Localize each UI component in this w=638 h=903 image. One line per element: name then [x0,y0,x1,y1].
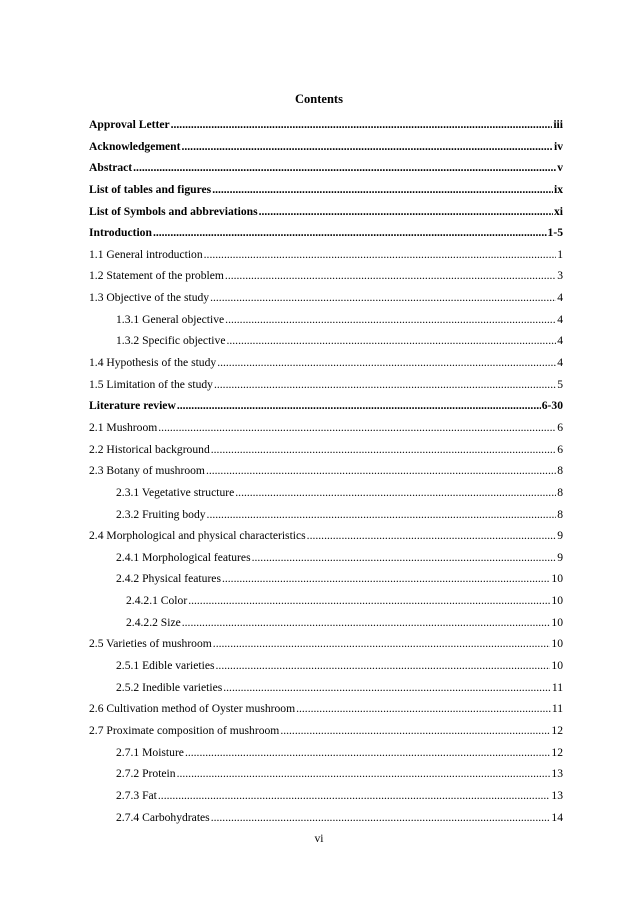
dot-leader [226,330,556,352]
toc-entry[interactable] [89,352,563,374]
toc-entry[interactable] [89,612,563,634]
toc-entry-page: 6 [557,420,563,434]
toc-entry[interactable] [89,698,563,720]
toc-entry-page: 9 [557,529,563,543]
toc-entry-label: 2.7.4 Carbohydrates [116,810,210,824]
toc-entry-page: 13 [551,767,563,781]
toc-entry-label: 2.5.2 Inedible varieties [116,680,223,694]
toc-entry[interactable] [89,547,563,569]
table-of-contents [89,114,563,828]
toc-entry-page: 10 [551,594,563,608]
dot-leader [223,677,551,699]
toc-entry-label: 2.3.2 Fruiting body [116,507,206,521]
dot-leader [211,807,551,829]
toc-entry[interactable] [89,504,563,526]
toc-entry-page: 8 [557,507,563,521]
toc-entry-label: Acknowledgement [89,139,181,153]
toc-entry-page: 4 [557,312,563,326]
dot-leader [225,309,556,331]
toc-entry[interactable] [89,309,563,331]
toc-entry-page: xi [553,204,563,218]
dot-leader [185,742,550,764]
toc-entry-label: 2.5.1 Edible varieties [116,659,215,673]
toc-entry-label: Abstract [89,161,133,175]
toc-entry-page: 11 [551,680,563,694]
dot-leader [206,460,556,482]
contents-title: Contents [295,92,343,106]
toc-entry-page: 12 [551,723,563,737]
toc-entry-page: 6 [557,442,563,456]
toc-entry-label: 2.2 Historical background [89,442,210,456]
dot-leader [222,568,550,590]
toc-entry-page: v [557,161,563,175]
toc-entry-page: 14 [551,810,563,824]
toc-entry-page: iv [553,139,563,153]
dot-leader [133,157,556,179]
toc-entry-page: 10 [551,572,563,586]
toc-entry-page: 10 [551,637,563,651]
toc-entry-label: 1.4 Hypothesis of the study [89,356,217,370]
dot-leader [171,114,553,136]
toc-entry-page: 1-5 [547,226,563,240]
toc-entry[interactable] [89,201,563,223]
toc-entry-label: 2.4.2.1 Color [126,594,188,608]
toc-entry-label: List of tables and figures [89,182,212,196]
toc-entry[interactable] [89,222,563,244]
toc-entry[interactable] [89,763,563,785]
dot-leader [235,482,556,504]
toc-entry-label: Literature review [89,399,176,413]
toc-entry-label: 1.3 Objective of the study [89,291,210,305]
toc-entry[interactable] [89,807,563,829]
toc-entry-label: 2.4 Morphological and physical characteristics [89,529,306,543]
toc-entry-page: 8 [557,485,563,499]
dot-leader [204,244,557,266]
toc-entry-label: 2.7 Proximate composition of mushroom [89,723,280,737]
toc-entry-page: 9 [557,550,563,564]
dot-leader [177,395,541,417]
toc-entry[interactable] [89,287,563,309]
toc-entry-page: 11 [551,702,563,716]
dot-leader [153,222,547,244]
toc-entry-label: 2.4.2.2 Size [126,615,181,629]
toc-entry[interactable] [89,742,563,764]
dot-leader [216,655,551,677]
toc-entry-label: 2.5 Varieties of mushroom [89,637,212,651]
toc-entry-label: List of Symbols and abbreviations [89,204,258,218]
toc-entry-label: 2.4.2 Physical features [116,572,221,586]
toc-entry-label: 2.4.1 Morphological features [116,550,251,564]
toc-entry-label: 2.6 Cultivation method of Oyster mushroom [89,702,296,716]
dot-leader [280,720,550,742]
toc-entry-page: 6-30 [541,399,563,413]
toc-entry-page: 8 [557,464,563,478]
toc-entry-page: 4 [557,291,563,305]
toc-entry-label: Introduction [89,226,152,240]
toc-entry[interactable] [89,136,563,158]
toc-entry[interactable] [89,655,563,677]
toc-entry[interactable] [89,179,563,201]
dot-leader [210,287,556,309]
toc-entry[interactable] [89,157,563,179]
dot-leader [158,785,551,807]
dot-leader [182,612,551,634]
toc-entry-label: 2.7.2 Protein [116,767,176,781]
toc-entry[interactable] [89,677,563,699]
toc-entry[interactable] [89,265,563,287]
toc-entry-label: 1.3.1 General objective [116,312,225,326]
toc-entry-label: 2.3.1 Vegetative structure [116,485,235,499]
dot-leader [252,547,557,569]
dot-leader [181,136,553,158]
dot-leader [188,590,550,612]
toc-entry-page: 13 [551,788,563,802]
toc-entry-page: 12 [551,745,563,759]
toc-entry-page: 5 [557,377,563,391]
toc-entry[interactable] [89,395,563,417]
toc-entry-page: 10 [551,659,563,673]
toc-entry-page: 3 [557,269,563,283]
toc-entry-label: 1.5 Limitation of the study [89,377,213,391]
dot-leader [212,179,553,201]
toc-entry[interactable] [89,244,563,266]
toc-entry[interactable] [89,439,563,461]
toc-entry[interactable] [89,633,563,655]
dot-leader [217,352,556,374]
toc-entry-label: 1.3.2 Specific objective [116,334,226,348]
toc-entry[interactable] [89,114,563,136]
dot-leader [259,201,553,223]
dot-leader [213,633,551,655]
dot-leader [177,763,551,785]
toc-entry[interactable] [89,417,563,439]
toc-entry-label: 1.1 General introduction [89,247,203,261]
toc-entry-page: 4 [557,356,563,370]
toc-entry[interactable] [89,374,563,396]
toc-entry[interactable] [89,568,563,590]
dot-leader [307,525,557,547]
toc-entry-label: 2.7.1 Moisture [116,745,184,759]
toc-entry-label: 2.1 Mushroom [89,420,158,434]
toc-entry-page: 1 [557,247,563,261]
toc-entry[interactable] [89,590,563,612]
toc-entry-page: 4 [557,334,563,348]
dot-leader [225,265,556,287]
toc-entry-page: ix [553,182,563,196]
toc-entry-label: 2.3 Botany of mushroom [89,464,205,478]
toc-entry[interactable] [89,482,563,504]
toc-entry[interactable] [89,330,563,352]
toc-entry-label: Approval Letter [89,118,170,131]
toc-entry[interactable] [89,720,563,742]
toc-entry-page: 10 [551,615,563,629]
toc-entry[interactable] [89,525,563,547]
toc-entry[interactable] [89,785,563,807]
dot-leader [207,504,557,526]
dot-leader [158,417,556,439]
dot-leader [296,698,551,720]
toc-entry-page: iii [553,118,563,131]
toc-entry-label: 1.2 Statement of the problem [89,269,224,283]
page-number: vi [314,832,324,845]
dot-leader [211,439,556,461]
toc-entry-label: 2.7.3 Fat [116,788,157,802]
dot-leader [214,374,556,396]
toc-entry[interactable] [89,460,563,482]
